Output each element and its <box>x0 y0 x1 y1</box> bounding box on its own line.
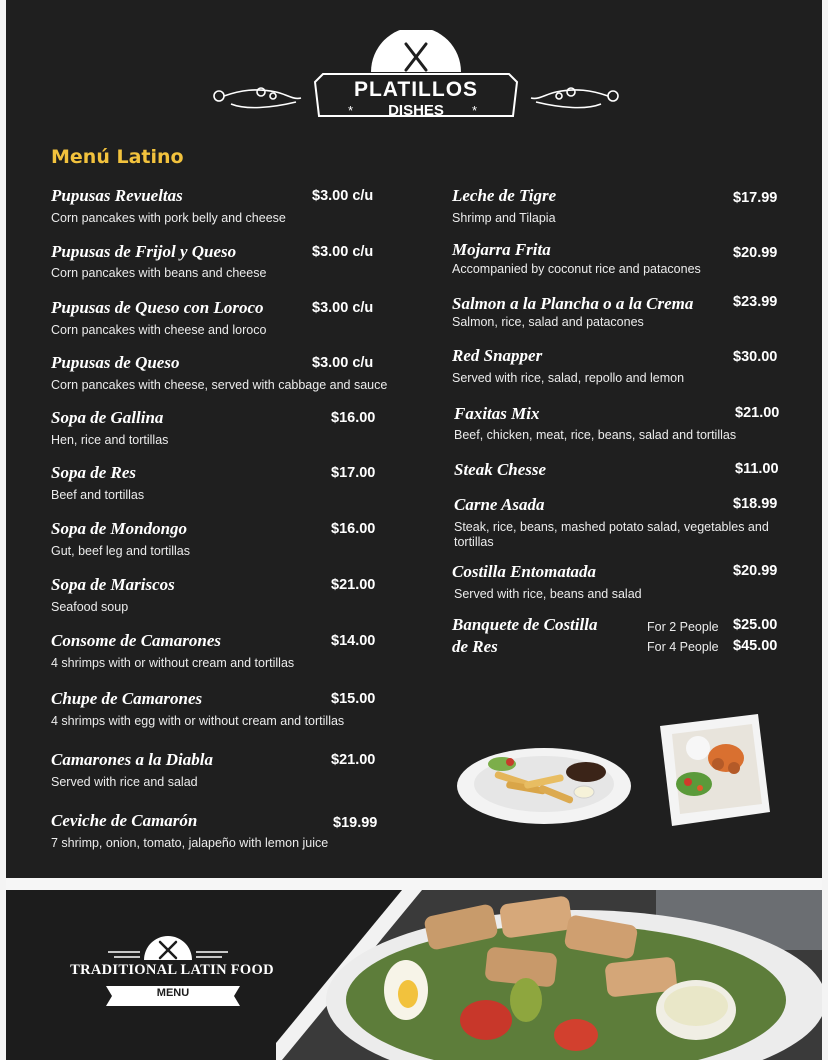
item-price: $3.00 c/u <box>312 355 374 371</box>
star-right: * <box>472 103 478 118</box>
item-price: $20.99 <box>733 563 778 579</box>
item-desc: Corn pancakes with pork belly and cheese <box>51 211 286 225</box>
banquete-option-label: For 2 People <box>647 620 719 634</box>
item-desc: 7 shrimp, onion, tomato, jalapeño with lemon juice <box>51 836 329 850</box>
item-name: Camarones a la Diabla <box>51 750 213 769</box>
salad-photo <box>654 712 774 832</box>
item-name: Sopa de Mondongo <box>51 519 188 538</box>
item-desc: Steak, rice, beans, mashed potato salad, vegetables and tortillas <box>454 520 769 549</box>
item-desc: Shrimp and Tilapia <box>452 211 556 225</box>
menu-page <box>6 0 822 1060</box>
plate-photo <box>454 740 634 832</box>
star-left: * <box>348 103 354 118</box>
item-price: $19.99 <box>333 815 378 831</box>
item-price: $20.99 <box>733 245 778 261</box>
item-desc: Hen, rice and tortillas <box>51 433 169 447</box>
item-desc: Corn pancakes with beans and cheese <box>51 266 267 280</box>
item-desc: Corn pancakes with cheese, served with cabbage and sauce <box>51 378 388 392</box>
item-name: Ceviche de Camarón <box>51 811 198 830</box>
item-price: $21.00 <box>331 577 376 593</box>
divider-band <box>6 878 822 890</box>
item-name: Pupusas de Queso <box>51 353 180 372</box>
item-price: $3.00 c/u <box>312 300 374 316</box>
item-desc: Seafood soup <box>51 600 129 614</box>
section-title: Menú Latino <box>51 146 184 168</box>
item-price: $23.99 <box>733 294 778 310</box>
item-desc: 4 shrimps with egg with or without cream and tortillas <box>51 714 345 728</box>
item-desc: Accompanied by coconut rice and patacones <box>452 262 701 276</box>
item-name: Costilla Entomatada <box>452 562 597 581</box>
item-desc: Salmon, rice, salad and patacones <box>452 315 644 329</box>
emblem-dome <box>371 30 461 72</box>
item-price: $14.00 <box>331 633 376 649</box>
item-price: $16.00 <box>331 521 376 537</box>
item-price: $18.99 <box>733 496 778 512</box>
item-name: Pupusas de Frijol y Queso <box>51 242 237 261</box>
item-price: $3.00 c/u <box>312 244 374 260</box>
item-desc: Beef, chicken, meat, rice, beans, salad and tortillas <box>454 428 737 442</box>
header-title: PLATILLOS <box>353 78 479 101</box>
item-name: Consome de Camarones <box>51 631 222 650</box>
item-name: Pupusas de Queso con Loroco <box>51 298 264 317</box>
item-price: $21.00 <box>331 752 376 768</box>
footer-title: TRADITIONAL LATIN FOOD <box>70 962 274 978</box>
item-desc: 4 shrimps with or without cream and tortillas <box>51 656 295 670</box>
item-price: $17.00 <box>331 465 376 481</box>
item-price: $3.00 c/u <box>312 188 374 204</box>
item-name: Pupusas Revueltas <box>51 186 183 205</box>
flourish-left-icon <box>214 88 301 108</box>
footer <box>6 890 822 1060</box>
item-name: Steak Chesse <box>454 460 547 479</box>
item-desc: Gut, beef leg and tortillas <box>51 544 190 558</box>
item-name: Faxitas Mix <box>454 404 540 423</box>
item-name: Sopa de Mariscos <box>51 575 175 594</box>
item-price: $30.00 <box>733 349 778 365</box>
item-name: Sopa de Res <box>51 463 136 482</box>
banquete-name-line1: Banquete de Costilla <box>452 615 598 634</box>
item-name: Leche de Tigre <box>452 186 557 205</box>
item-name: Salmon a la Plancha o a la Crema <box>452 294 694 313</box>
item-price: $17.99 <box>733 190 778 206</box>
item-desc: Served with rice, salad, repollo and lemon <box>452 371 685 385</box>
item-price: $16.00 <box>331 410 376 426</box>
flourish-right-icon <box>531 88 618 108</box>
item-name: Carne Asada <box>454 495 545 514</box>
item-desc: Beef and tortillas <box>51 488 145 502</box>
item-name: Sopa de Gallina <box>51 408 164 427</box>
header-subtitle: DISHES <box>388 102 444 119</box>
item-desc: Corn pancakes with cheese and loroco <box>51 323 267 337</box>
banquete-option-label: For 4 People <box>647 640 719 654</box>
footer-ribbon-text: MENU <box>156 987 190 999</box>
footer-emblem <box>98 928 238 962</box>
banquete-option-price: $45.00 <box>733 638 778 654</box>
item-price: $15.00 <box>331 691 376 707</box>
item-price: $21.00 <box>735 405 780 421</box>
item-price: $11.00 <box>735 461 779 477</box>
item-desc: Served with rice, beans and salad <box>454 587 642 601</box>
salad-banner-photo <box>276 890 822 1060</box>
banquete-option-price: $25.00 <box>733 617 778 633</box>
item-desc: Served with rice and salad <box>51 775 198 789</box>
banquete-name-line2: de Res <box>452 637 498 656</box>
item-name: Red Snapper <box>452 346 543 365</box>
item-name: Chupe de Camarones <box>51 689 203 708</box>
item-name: Mojarra Frita <box>452 240 551 259</box>
